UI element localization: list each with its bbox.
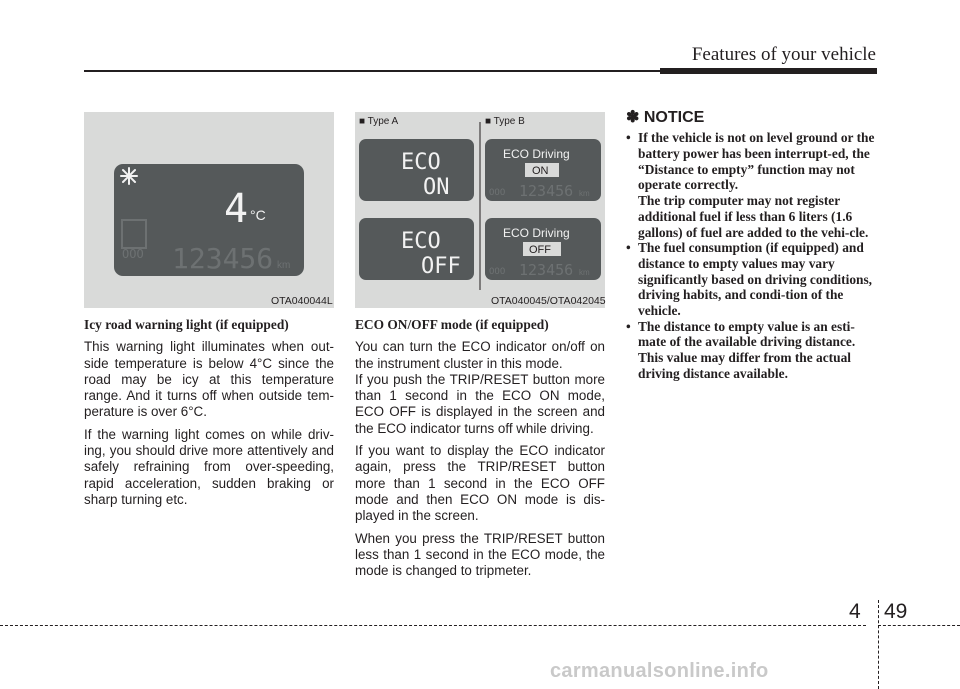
eco-mode-paragraph-4: When you press the TRIP/RESET button less than 1 second in the ECO mode, the mode is changed to tripmeter. (355, 530, 605, 579)
cluster-display-eco (355, 112, 605, 308)
footer-dash-left (0, 625, 866, 626)
icy-road-paragraph-1: This warning light illuminates when out-side temperature is below 4°C since the road may be icy at this temperature range. And it turns off when outside tem-perature is over 6°C. (84, 339, 334, 420)
footer-dash-right (878, 625, 960, 626)
temperature-unit: °C (250, 207, 266, 223)
type-a-on-line2: ON (423, 175, 450, 200)
column-icy-road (84, 317, 334, 514)
notice-item-1-text: If the vehicle is not on level ground or the battery power has been interrupt-ed, the “Distance to empty” function may not operate correctly. (638, 130, 875, 193)
icy-road-paragraph-2: If the warning light comes on while driv-ing, you should drive more attentively and safely refraining from over-speeding, rapid acceleration, sudden braking or sharp turning etc. (84, 426, 334, 507)
type-b-off-odometer: 123456 (519, 261, 574, 279)
type-a-label: ■ Type A (359, 116, 399, 127)
eco-mode-paragraph-2: If you push the TRIP/RESET button more than 1 second in the ECO ON mode, ECO OFF is displayed in the screen and the ECO indicator turns off while driving. (355, 371, 605, 436)
odometer-unit: km (277, 260, 291, 271)
notice-item-3-text: The distance to empty value is an esti-mate of the available driving distance. This value may differ from the actual driving distance available. (638, 318, 856, 381)
footer-page-number: 49 (884, 600, 908, 623)
notice-title: ✽ NOTICE (626, 109, 705, 126)
temperature-value: 4 (224, 186, 249, 232)
icy-road-heading: Icy road warning light (if equipped) (84, 317, 289, 332)
type-b-on-odometer: 123456 (519, 182, 574, 200)
header-rule (84, 70, 660, 72)
type-b-on-odo-ghost-label: OOO (489, 188, 506, 198)
notice-item-2-text: The fuel consumption (if equipped) and distance to empty values may vary significantly based on driving conditions, driving habits, and condi-tion of the vehicle. (638, 240, 873, 319)
notice-item (626, 130, 878, 240)
odometer-ghost: 123456 (172, 242, 274, 275)
header-bar (660, 68, 877, 74)
figure-eco-mode (355, 112, 605, 308)
figure-icy-road (84, 112, 334, 308)
type-b-off-title: ECO Driving (503, 226, 570, 240)
bullet-icon: • (626, 318, 631, 334)
notice-item-1-extra: The trip computer may not register additional fuel if less than 6 liters (1.6 gallons) of fuel are added to the vehi-cle. (638, 193, 869, 240)
type-b-off-odo-ghost-label: OOO (489, 267, 506, 277)
odo-ghost-label: OOO (122, 247, 144, 261)
type-b-off-odo-unit: km (579, 268, 590, 277)
cluster-display-icy (84, 112, 334, 308)
header-title: Features of your vehicle (691, 44, 876, 65)
bullet-icon: • (626, 130, 631, 146)
eco-mode-heading: ECO ON/OFF mode (if equipped) (355, 317, 549, 332)
figure-right-caption: OTA040045/OTA042045 (491, 295, 606, 307)
type-b-label: ■ Type B (485, 116, 525, 127)
type-a-off-line1: ECO (401, 229, 441, 254)
eco-mode-paragraph-3: If you want to display the ECO indicator again, press the TRIP/RESET button more than 1 second in the ECO OFF mode and then ECO ON mode is dis-played in the screen. (355, 443, 605, 524)
snowflake-icon (121, 168, 137, 184)
type-a-off-line2: OFF (421, 254, 461, 279)
eco-mode-paragraph-1: You can turn the ECO indicator on/off on the instrument cluster in this mode. (355, 339, 605, 371)
footer-section-number: 4 (849, 600, 861, 623)
notice-box (626, 110, 878, 382)
column-eco-mode (355, 317, 605, 585)
type-b-on-title: ECO Driving (503, 147, 570, 161)
notice-item (626, 319, 878, 382)
bullet-icon: • (626, 240, 631, 256)
type-a-on-line1: ECO (401, 150, 441, 175)
watermark: carmanualsonline.info (550, 660, 769, 682)
type-b-off-status: OFF (529, 244, 551, 256)
notice-item (626, 240, 878, 319)
figure-left-caption: OTA040044L (271, 295, 333, 307)
type-b-on-odo-unit: km (579, 189, 590, 198)
notice-list (626, 130, 878, 381)
type-b-on-status: ON (532, 165, 549, 177)
footer-vertical-dash (878, 600, 879, 689)
